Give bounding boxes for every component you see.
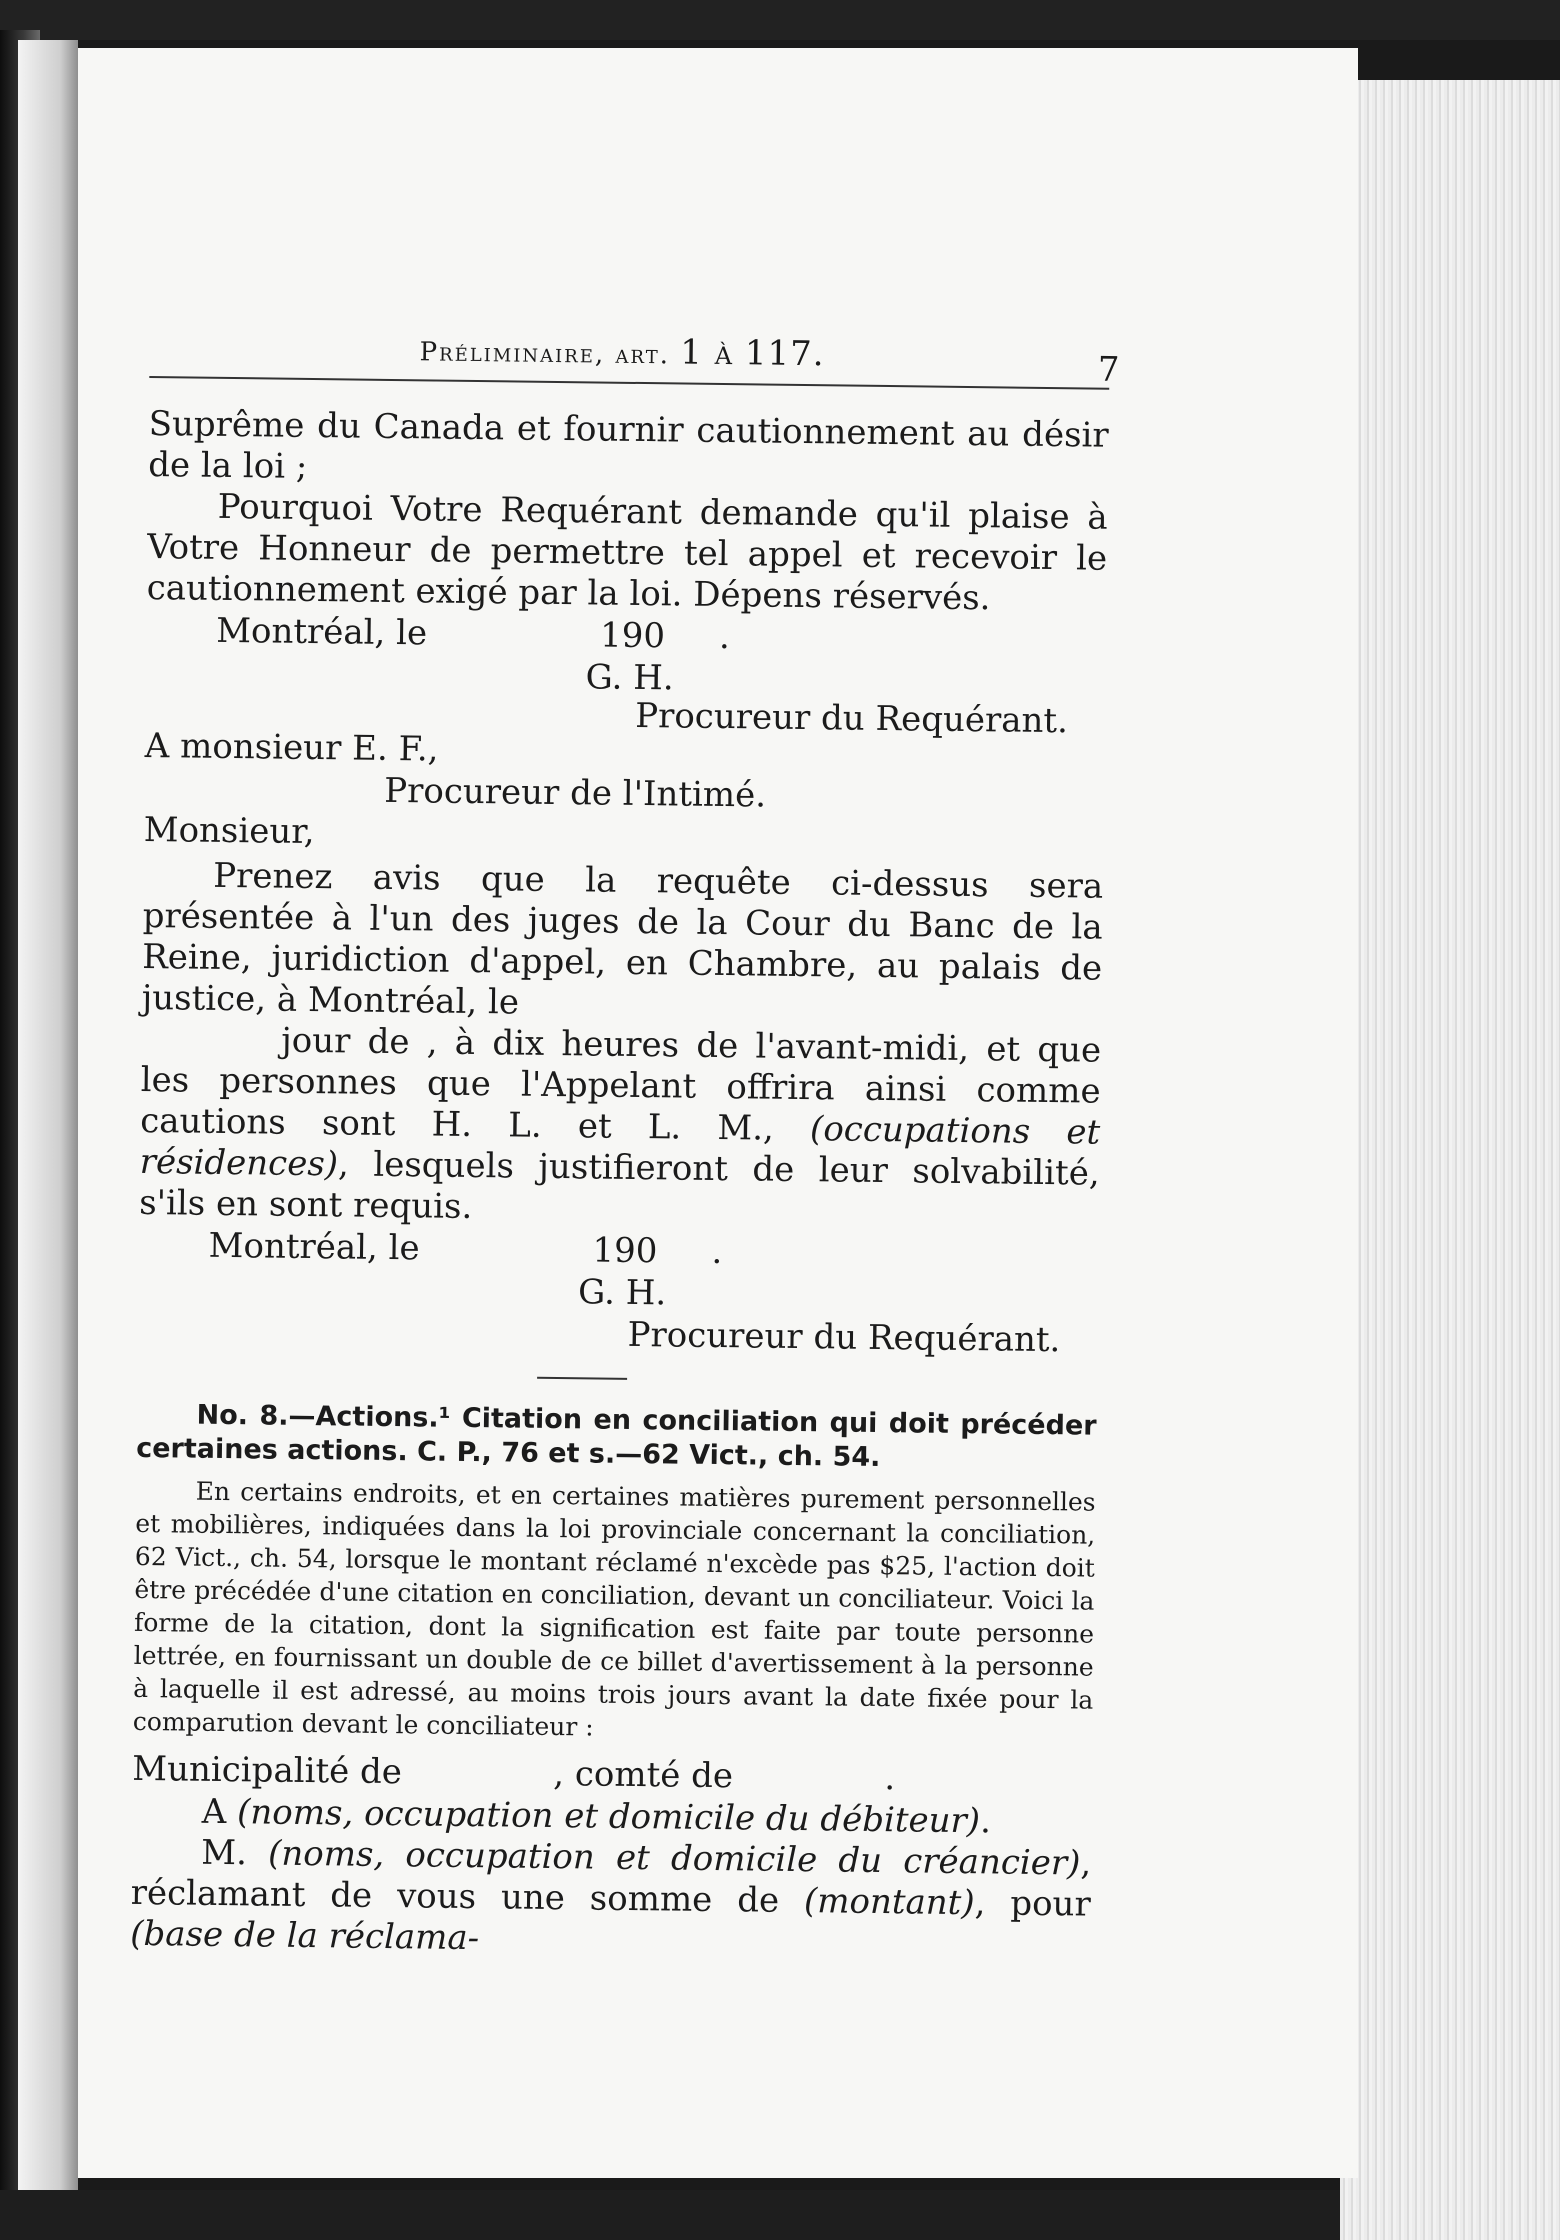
signature-initials-1: G. H. bbox=[585, 657, 674, 699]
facing-page-edge bbox=[18, 40, 78, 2220]
page-stack-edge bbox=[1340, 80, 1560, 2240]
signature-title-1: Procureur du Requérant. bbox=[634, 695, 1069, 742]
paragraph-2: Pourquoi Votre Requérant demande qu'il plaise à Votre Honneur de permettre tel appel et recevoir le cautionnement exigé par la loi. Dépens réservés. bbox=[146, 486, 1108, 619]
paragraph-3b-text: jour de , à dix heures de l'avant-midi, et que les personnes que l'Appelant offrira ainsi comme cautions sont H. L. et L. M., bbox=[139, 1020, 1102, 1150]
form-line-3-middle: , réclamant de vous une somme de bbox=[130, 1843, 1092, 1922]
running-head bbox=[419, 329, 824, 374]
signature-title-2: Procureur du Requérant. bbox=[627, 1314, 1061, 1361]
date-line-1: Montréal, le 190 . bbox=[215, 610, 731, 658]
section-intro: En certains endroits, et en certaines matières purement personnelles et mobilières, indiquées dans la loi provinciale concernant la conciliation, 62 Vict., ch. 54, lorsque le montant réclamé n'excède pas $25, l'action doit être précédée d'une citation en conciliation, devant un conciliateur. Voici la forme de la citation, dont la signification est faite par toute personne lettrée, en fournissant un double de ce billet d'avertissement à la personne à laquelle il est adressé, au moins trois jours avant la date fixée pour la comparution devant le conciliateur : bbox=[132, 1476, 1096, 1742]
running-head-text: Préliminaire, art. bbox=[419, 337, 681, 371]
form-line-3-pour: , pour bbox=[974, 1883, 1091, 1925]
addressee: A monsieur E. F., bbox=[144, 725, 439, 770]
form-line-3 bbox=[130, 1832, 1091, 1967]
paragraph-3b bbox=[139, 1019, 1101, 1236]
scan-border-bottom bbox=[0, 2190, 1340, 2240]
date-line-2: Montréal, le 190 . bbox=[208, 1225, 723, 1273]
signature-initials-2: G. H. bbox=[577, 1272, 667, 1314]
salutation: Monsieur, bbox=[143, 809, 315, 853]
form-line-1: Municipalité de , comté de . bbox=[132, 1748, 896, 1799]
form-line-3-text: M. bbox=[201, 1832, 269, 1874]
addressee-title: Procureur de l'Intimé. bbox=[384, 770, 767, 816]
page-number: 7 bbox=[1097, 349, 1120, 390]
scan-border-top bbox=[0, 0, 1560, 40]
form-line-2-text: A bbox=[201, 1791, 238, 1833]
form-line-3-italic-3: (base de la réclama- bbox=[130, 1913, 480, 1959]
running-head-period: . bbox=[812, 334, 825, 375]
paragraph-1: Suprême du Canada et fournir cautionnement au désir de la loi ; bbox=[147, 403, 1109, 487]
form-line-2-italic: (noms, occupation et domicile du débiteur) bbox=[236, 1792, 981, 1842]
form-line-3-italic-1: (noms, occupation et domicile du créancier) bbox=[267, 1833, 1081, 1884]
paragraph-3b-end: , lesquels justifieront de leur solvabilité, s'ils en sont requis. bbox=[138, 1144, 1100, 1228]
form-line-3-italic-2: (montant) bbox=[803, 1881, 975, 1924]
page-content bbox=[130, 320, 1120, 1967]
running-head-range: 1 à 117 bbox=[680, 332, 814, 375]
page-header bbox=[149, 320, 1120, 390]
section-separator bbox=[537, 1377, 627, 1380]
section-heading: No. 8.—Actions.¹ Citation en conciliation qui doit précéder certaines actions. C. P., 76 et s.—62 Vict., ch. 54. bbox=[136, 1399, 1097, 1474]
paragraph-3a: Prenez avis que la requête ci-dessus sera présentée à l'un des juges de la Cour du Banc de la Reine, juridiction d'appel, en Chambre, au palais de justice, à Montréal, le bbox=[141, 855, 1104, 1023]
paragraph-3b-italic: (occupations et résidences) bbox=[139, 1109, 1101, 1185]
form-line-2-end: . bbox=[979, 1801, 992, 1842]
